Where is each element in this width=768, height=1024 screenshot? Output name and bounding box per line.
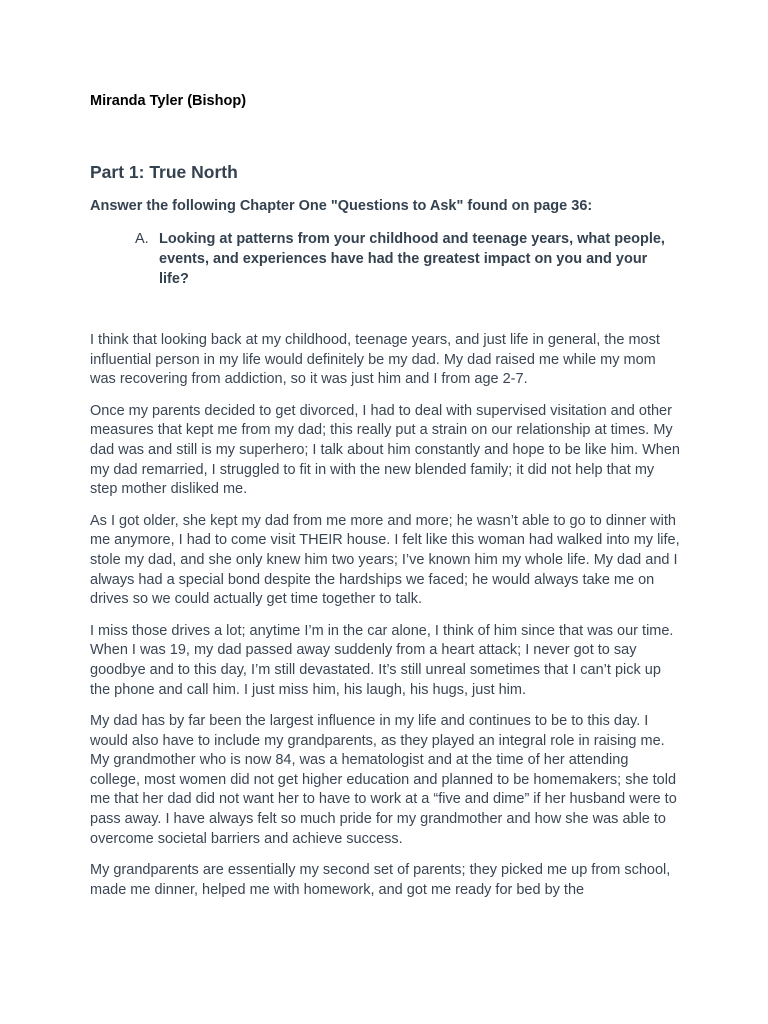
author-name: Miranda Tyler (Bishop)	[90, 93, 247, 109]
part-title: Part 1: True North	[90, 162, 238, 182]
essay-paragraph: I miss those drives a lot; anytime I’m in the car alone, I think of him since that was our time. When I was 19, my dad passed away suddenly from a heart attack; I never got to say goodbye and to this day, I’m still devastated. It’s still unreal sometimes that I can’t pick up the phone and call him. I just miss him, his laugh, his hugs, just him.	[90, 622, 674, 698]
essay-body	[90, 331, 680, 912]
essay-paragraph: As I got older, she kept my dad from me more and more; he wasn’t able to go to dinner with me anymore, I had to come visit THEIR house. I felt like this woman had walked into my life, stole my dad, and she only knew him two years; I’ve known him my whole life. My dad and I always had a special bond despite the hardships we faced; he would always take me on drives so we could actually get time together to talk.	[90, 512, 680, 608]
question-marker: A.	[135, 231, 149, 247]
essay-paragraph: My grandparents are essentially my second set of parents; they picked me up from school, made me dinner, helped me with homework, and got me ready for bed by the	[90, 862, 671, 898]
assignment-instructions: Answer the following Chapter One "Questions to Ask" found on page 36:	[90, 198, 593, 214]
essay-paragraph: I think that looking back at my childhood, teenage years, and just life in general, the most influential person in my life would definitely be my dad. My dad raised me while my mom was recovering from addiction, so it was just him and I from age 2-7.	[90, 332, 660, 388]
essay-paragraph: Once my parents decided to get divorced, I had to deal with supervised visitation and other measures that kept me from my dad; this really put a strain on our relationship at times. My dad was and still is my superhero; I talk about him constantly and hope to be like him. When my dad remarried, I struggled to fit in with the new blended family; it did not help that my step mother disliked me.	[90, 402, 680, 498]
question-item	[135, 229, 675, 289]
essay-paragraph: My dad has by far been the largest influence in my life and continues to be to this day. I would also have to include my grandparents, as they played an integral role in raising me. My grandmother who is now 84, was a hematologist and at the time of her attending college, most women did not get higher education and planned to be homemakers; she told me that her dad did not want her to have to work at a “five and dime” if her husband were to pass away. I have always felt so much pride for my grandmother and how she was able to overcome societal barriers and achieve success.	[90, 713, 677, 847]
question-text: Looking at patterns from your childhood and teenage years, what people, events, and experiences have had the greatest impact on you and your life?	[159, 231, 665, 287]
